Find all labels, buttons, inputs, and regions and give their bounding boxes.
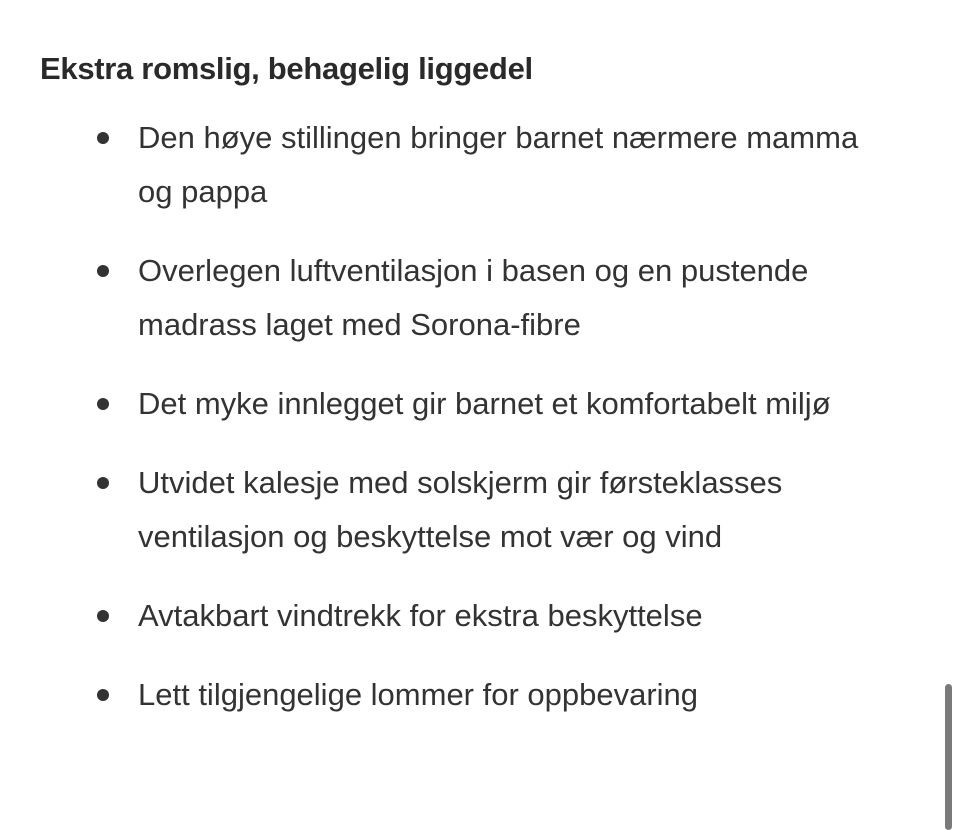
list-item-text: Avtakbart vindtrekk for ekstra beskyttelse [138, 598, 703, 633]
list-item-text: Den høye stillingen bringer barnet nærmere mamma og pappa [138, 120, 859, 209]
list-item [40, 456, 898, 564]
scrollbar[interactable] [945, 684, 952, 830]
list-item [40, 244, 898, 352]
feature-list [40, 111, 920, 722]
list-item [40, 377, 898, 431]
bullet-icon [97, 477, 109, 489]
list-item [40, 589, 898, 643]
list-item-text: Det myke innlegget gir barnet et komfortabelt miljø [138, 386, 831, 421]
list-item-text: Utvidet kalesje med solskjerm gir førsteklasses ventilasjon og beskyttelse mot vær og vind [138, 465, 783, 554]
list-item-text: Lett tilgjengelige lommer for oppbevaring [138, 677, 699, 712]
bullet-icon [97, 398, 109, 410]
list-item [40, 668, 898, 722]
bullet-icon [97, 265, 109, 277]
bullet-icon [97, 689, 109, 701]
list-item [40, 111, 898, 219]
feature-section [40, 44, 920, 747]
bullet-icon [97, 132, 109, 144]
section-heading: Ekstra romslig, behagelig liggedel [40, 51, 533, 86]
list-item-text: Overlegen luftventilasjon i basen og en pustende madrass laget med Sorona-fibre [138, 253, 809, 342]
bullet-icon [97, 610, 109, 622]
